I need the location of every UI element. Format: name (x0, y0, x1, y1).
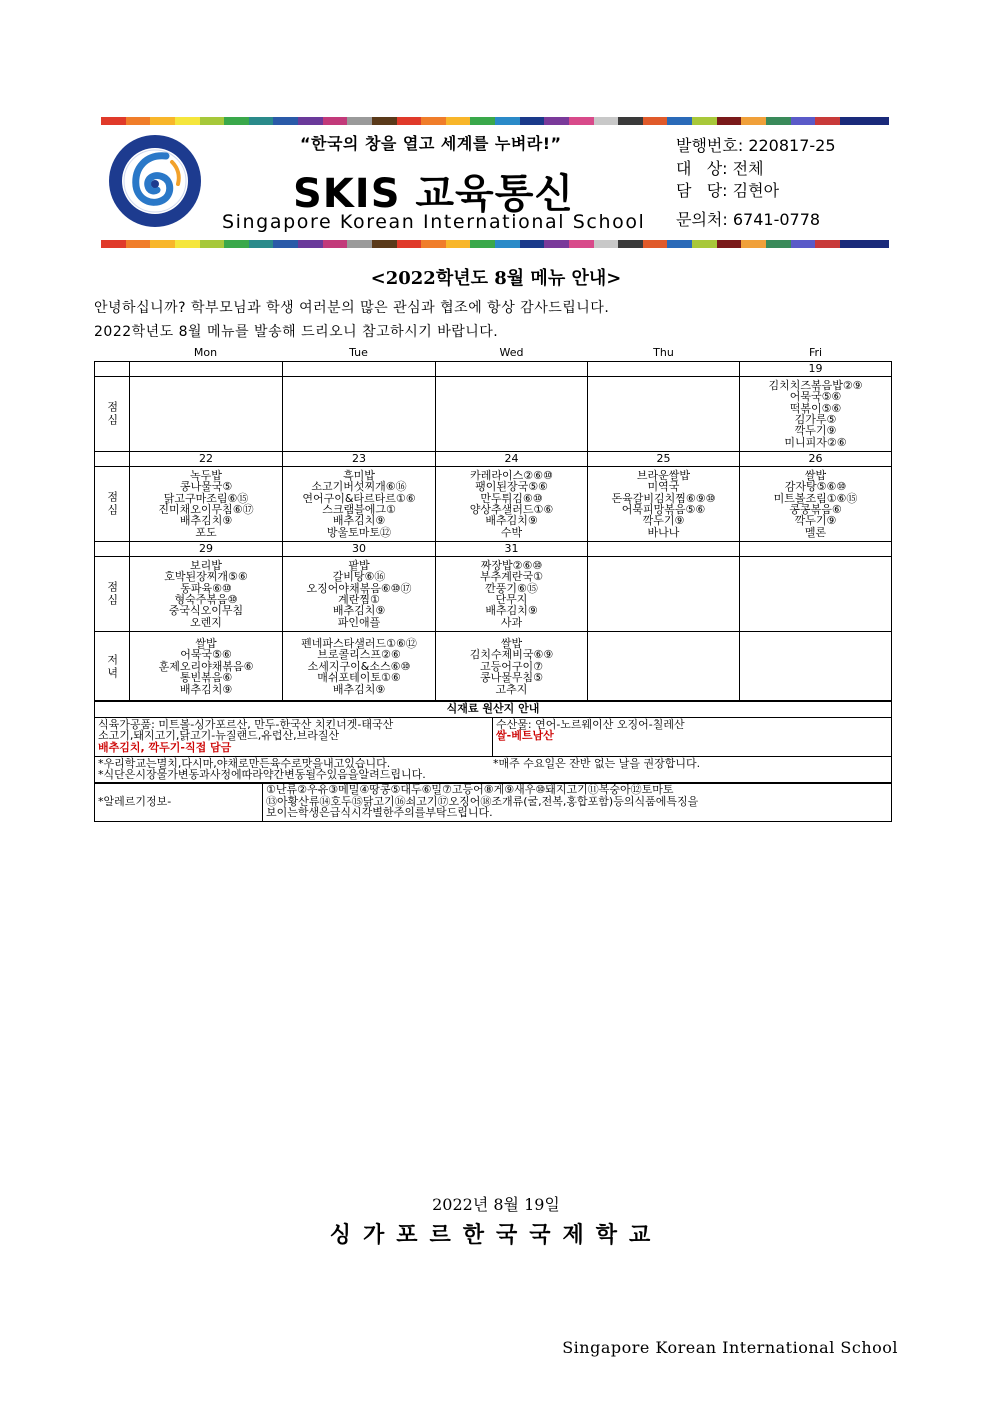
notes (95, 756, 892, 783)
menu-cell: 흑미밥 소고기버섯찌개⑥⑯ 연어구이&타르타르①⑥ 스크램블에그① 배추김치⑨ 방울토마토⑫ (283, 467, 436, 542)
stripe-segment (224, 117, 249, 125)
stripe-segment (741, 240, 766, 248)
stripe-segment (397, 117, 422, 125)
menu-calendar (94, 361, 892, 702)
origin-meat-line: 식육가공품: 미트볼-싱가포르산, 만두-한국산 치킨너겟-태국산 (98, 717, 394, 731)
origin-meat (95, 717, 493, 756)
stripe-segment (224, 240, 249, 248)
date-cell: 25 (588, 452, 740, 467)
school-english-name: Singapore Korean International School (222, 211, 646, 233)
stripe-segment (618, 117, 643, 125)
stripe-segment (791, 117, 816, 125)
date-cell (588, 362, 740, 377)
meal-label: 점심 (95, 377, 130, 452)
stripe-segment (791, 240, 816, 248)
meta-value: 220817-25 (748, 136, 836, 155)
date-cell: 30 (283, 542, 436, 557)
school-logo (108, 134, 202, 228)
stripe-segment (840, 117, 865, 125)
meta-value: 전체 (732, 159, 764, 178)
weekday-thu: Thu (653, 346, 674, 359)
stripe-segment (864, 117, 889, 125)
stripe-segment (126, 240, 151, 248)
date-cell: 31 (436, 542, 588, 557)
menu-cell: 쌀밥 김치수제비국⑥⑨ 고등어구이⑦ 콩나물무침⑤ 고추지 (436, 632, 588, 702)
stripe-segment (815, 117, 840, 125)
stripe-segment (569, 117, 594, 125)
menu-cell: 쌀밥 어묵국⑤⑥ 훈제오리야채볶음⑥ 통빈볶음⑥ 배추김치⑨ (130, 632, 283, 702)
stripe-segment (249, 240, 274, 248)
stripe-segment (372, 240, 397, 248)
meta-label: 문의처: (676, 210, 728, 229)
header-color-stripe-top (101, 117, 889, 125)
date-cell: 23 (283, 452, 436, 467)
origin-rice: 쌀-베트남산 (496, 729, 554, 742)
date-cell: 19 (740, 362, 892, 377)
stripe-segment (717, 240, 742, 248)
date-cell (740, 542, 892, 557)
date-cell: 29 (130, 542, 283, 557)
meal-label: 저녁 (95, 632, 130, 702)
menu-cell (436, 377, 588, 452)
stripe-segment (372, 117, 397, 125)
stripe-segment (470, 240, 495, 248)
note-broth: *우리학교는멸치,다시마,야채로만든육수로맛을내고있습니다. (98, 756, 391, 770)
stripe-segment (298, 240, 323, 248)
stripe-segment (495, 240, 520, 248)
meal-row (95, 632, 892, 702)
meta-value: 6741-0778 (732, 210, 821, 229)
menu-cell: 쌀밥 감자탕⑤⑥⑩ 미트볼조림①⑥⑮ 콩콩볶음⑥ 깍두기⑨ 멜론 (740, 467, 892, 542)
origin-title: 식재료 원산지 안내 (95, 701, 892, 718)
date-cell: 24 (436, 452, 588, 467)
date-cell (436, 362, 588, 377)
stripe-segment (421, 240, 446, 248)
stripe-segment (618, 240, 643, 248)
date-cell (130, 362, 283, 377)
stripe-segment (643, 240, 668, 248)
date-row-label (95, 542, 130, 557)
date-row-label (95, 452, 130, 467)
menu-cell: 팥밥 갈비탕⑥⑯ 오징어야채볶음⑥⑩⑰ 계란찜① 배추김치⑨ 파인애플 (283, 557, 436, 632)
date-cell (588, 542, 740, 557)
origin-seafood (493, 717, 892, 756)
meta-label: 대 상: (676, 159, 728, 178)
note-menu-change: *식단은시장물가변동과사정에따라약간변동될수있음을알려드립니다. (98, 768, 426, 781)
stripe-segment (200, 117, 225, 125)
intro-line: 안녕하십니까? 학부모님과 학생 여러분의 많은 관심과 협조에 항상 감사드립니다. (94, 300, 610, 316)
stripe-segment (446, 240, 471, 248)
meta-value: 김현아 (732, 181, 780, 200)
header-color-stripe-bottom (101, 240, 889, 248)
stripe-segment (298, 117, 323, 125)
meal-row (95, 467, 892, 542)
allergy-section (94, 782, 892, 822)
menu-cell: 짜장밥②⑥⑩ 부추계란국① 깐풍기⑥⑮ 단무지 배추김치⑨ 사과 (436, 557, 588, 632)
stripe-segment (766, 117, 791, 125)
stripe-segment (126, 117, 151, 125)
stripe-segment (249, 117, 274, 125)
stripe-segment (667, 117, 692, 125)
stripe-segment (347, 117, 372, 125)
stripe-segment (692, 240, 717, 248)
stripe-segment (544, 117, 569, 125)
stripe-segment (741, 117, 766, 125)
date-cell (283, 362, 436, 377)
meta-issue-number (676, 133, 836, 156)
weekday-tue: Tue (349, 346, 368, 359)
date-cell: 22 (130, 452, 283, 467)
stripe-segment (273, 240, 298, 248)
stripe-segment (766, 240, 791, 248)
school-slogan: “한국의 창을 열고 세계를 누벼라!” (300, 134, 562, 153)
stripe-segment (495, 117, 520, 125)
origin-seafood-line: 수산물: 연어-노르웨이산 오징어-칠레산 (496, 717, 685, 731)
menu-cell (588, 557, 740, 632)
menu-cell (588, 377, 740, 452)
date-cell: 26 (740, 452, 892, 467)
menu-cell: 김치치즈볶음밥②⑨ 어묵국⑤⑥ 떡볶이⑤⑥ 김가루⑤ 깍두기⑨ 미니피자②⑥ (740, 377, 892, 452)
stripe-segment (273, 117, 298, 125)
stripe-segment (101, 240, 126, 248)
stripe-segment (815, 240, 840, 248)
stripe-segment (421, 117, 446, 125)
meta-label: 발행번호: (676, 136, 744, 155)
stripe-segment (347, 240, 372, 248)
date-row (95, 452, 892, 467)
meal-row (95, 377, 892, 452)
stripe-segment (544, 240, 569, 248)
menu-cell: 녹두밥 콩나물국⑤ 닭고구마조림⑥⑮ 진미채오이무침⑥⑰ 배추김치⑨ 포도 (130, 467, 283, 542)
school-name-english-footer: Singapore Korean International School (562, 1338, 898, 1357)
meal-label: 점심 (95, 557, 130, 632)
origin-kimchi: 배추김치, 깍두기-직접 담금 (98, 740, 232, 754)
note-no-leftover: *매주 수요일은 잔반 없는 날을 권장합니다. (493, 756, 701, 770)
stripe-segment (569, 240, 594, 248)
date-row-label (95, 362, 130, 377)
stripe-segment (150, 240, 175, 248)
stripe-segment (175, 117, 200, 125)
menu-cell (740, 632, 892, 702)
newsletter-title: SKIS 교육통신 (293, 171, 574, 217)
menu-cell (130, 377, 283, 452)
meta-contact (676, 207, 820, 230)
allergy-line: ①난류②우유③메밀④땅콩⑤대두⑥밀⑦고등어⑧게⑨새우⑩돼지고기⑪복숭아⑫토마토 (266, 783, 674, 796)
stripe-segment (323, 117, 348, 125)
stripe-segment (520, 117, 545, 125)
date-row (95, 542, 892, 557)
allergy-line: 보이는학생은급식시각별한주의를부탁드립니다. (266, 806, 493, 819)
meta-audience (676, 156, 764, 179)
allergy-info (263, 783, 892, 822)
stripe-segment (150, 117, 175, 125)
notice-title: <2022학년도 8월 메뉴 안내> (370, 268, 622, 289)
weekday-header (94, 346, 890, 360)
menu-cell (740, 557, 892, 632)
stripe-segment (101, 117, 126, 125)
origin-meat-line: 소고기,돼지고기,닭고기-뉴질랜드,유럽산,브라질산 (98, 729, 340, 742)
meal-label: 점심 (95, 467, 130, 542)
stripe-segment (397, 240, 422, 248)
allergy-label: *알레르기정보- (95, 783, 263, 822)
weekday-fri: Fri (808, 346, 823, 359)
school-name-korean: 싱가포르한국국제학교 (329, 1222, 663, 1248)
weekday-mon: Mon (193, 346, 218, 359)
stripe-segment (470, 117, 495, 125)
stripe-segment (840, 240, 865, 248)
menu-cell: 카레라이스②⑥⑩ 팽이된장국⑤⑥ 만두튀김⑥⑩ 양상추샐러드①⑥ 배추김치⑨ 수박 (436, 467, 588, 542)
stripe-segment (594, 117, 619, 125)
menu-cell: 브라운쌀밥 미역국 돈육갈비김치찜⑥⑨⑩ 어묵피망볶음⑤⑥ 깍두기⑨ 바나나 (588, 467, 740, 542)
allergy-line: ⑬아황산류⑭호두⑮닭고기⑯쇠고기⑰오징어⑱조개류(굴,전복,홍합포함)등의식품에특징을 (266, 794, 699, 808)
menu-cell: 보리밥 호박된장찌개⑤⑥ 동파육⑥⑩ 형숙주볶음⑩ 중국식오이무침 오렌지 (130, 557, 283, 632)
stripe-segment (692, 117, 717, 125)
intro-line: 2022학년도 8월 메뉴를 발송해 드리오니 참고하시기 바랍니다. (94, 324, 499, 340)
stripe-segment (200, 240, 225, 248)
stripe-segment (323, 240, 348, 248)
weekday-wed: Wed (499, 346, 524, 359)
stripe-segment (520, 240, 545, 248)
origin-section (94, 700, 892, 784)
stripe-segment (643, 117, 668, 125)
date-row (95, 362, 892, 377)
stripe-segment (864, 240, 889, 248)
stripe-segment (594, 240, 619, 248)
menu-cell (283, 377, 436, 452)
meal-row (95, 557, 892, 632)
stripe-segment (175, 240, 200, 248)
issue-date: 2022년 8월 19일 (432, 1195, 560, 1214)
menu-cell: 펜네파스타샐러드①⑥⑫ 브로콜리스프②⑥ 소세지구이&소스⑥⑩ 매쉬포테이토①⑥ 배추김치⑨ (283, 632, 436, 702)
menu-cell (588, 632, 740, 702)
meta-person-in-charge (676, 178, 779, 201)
meta-label: 담 당: (676, 181, 728, 200)
stripe-segment (667, 240, 692, 248)
stripe-segment (717, 117, 742, 125)
stripe-segment (446, 117, 471, 125)
